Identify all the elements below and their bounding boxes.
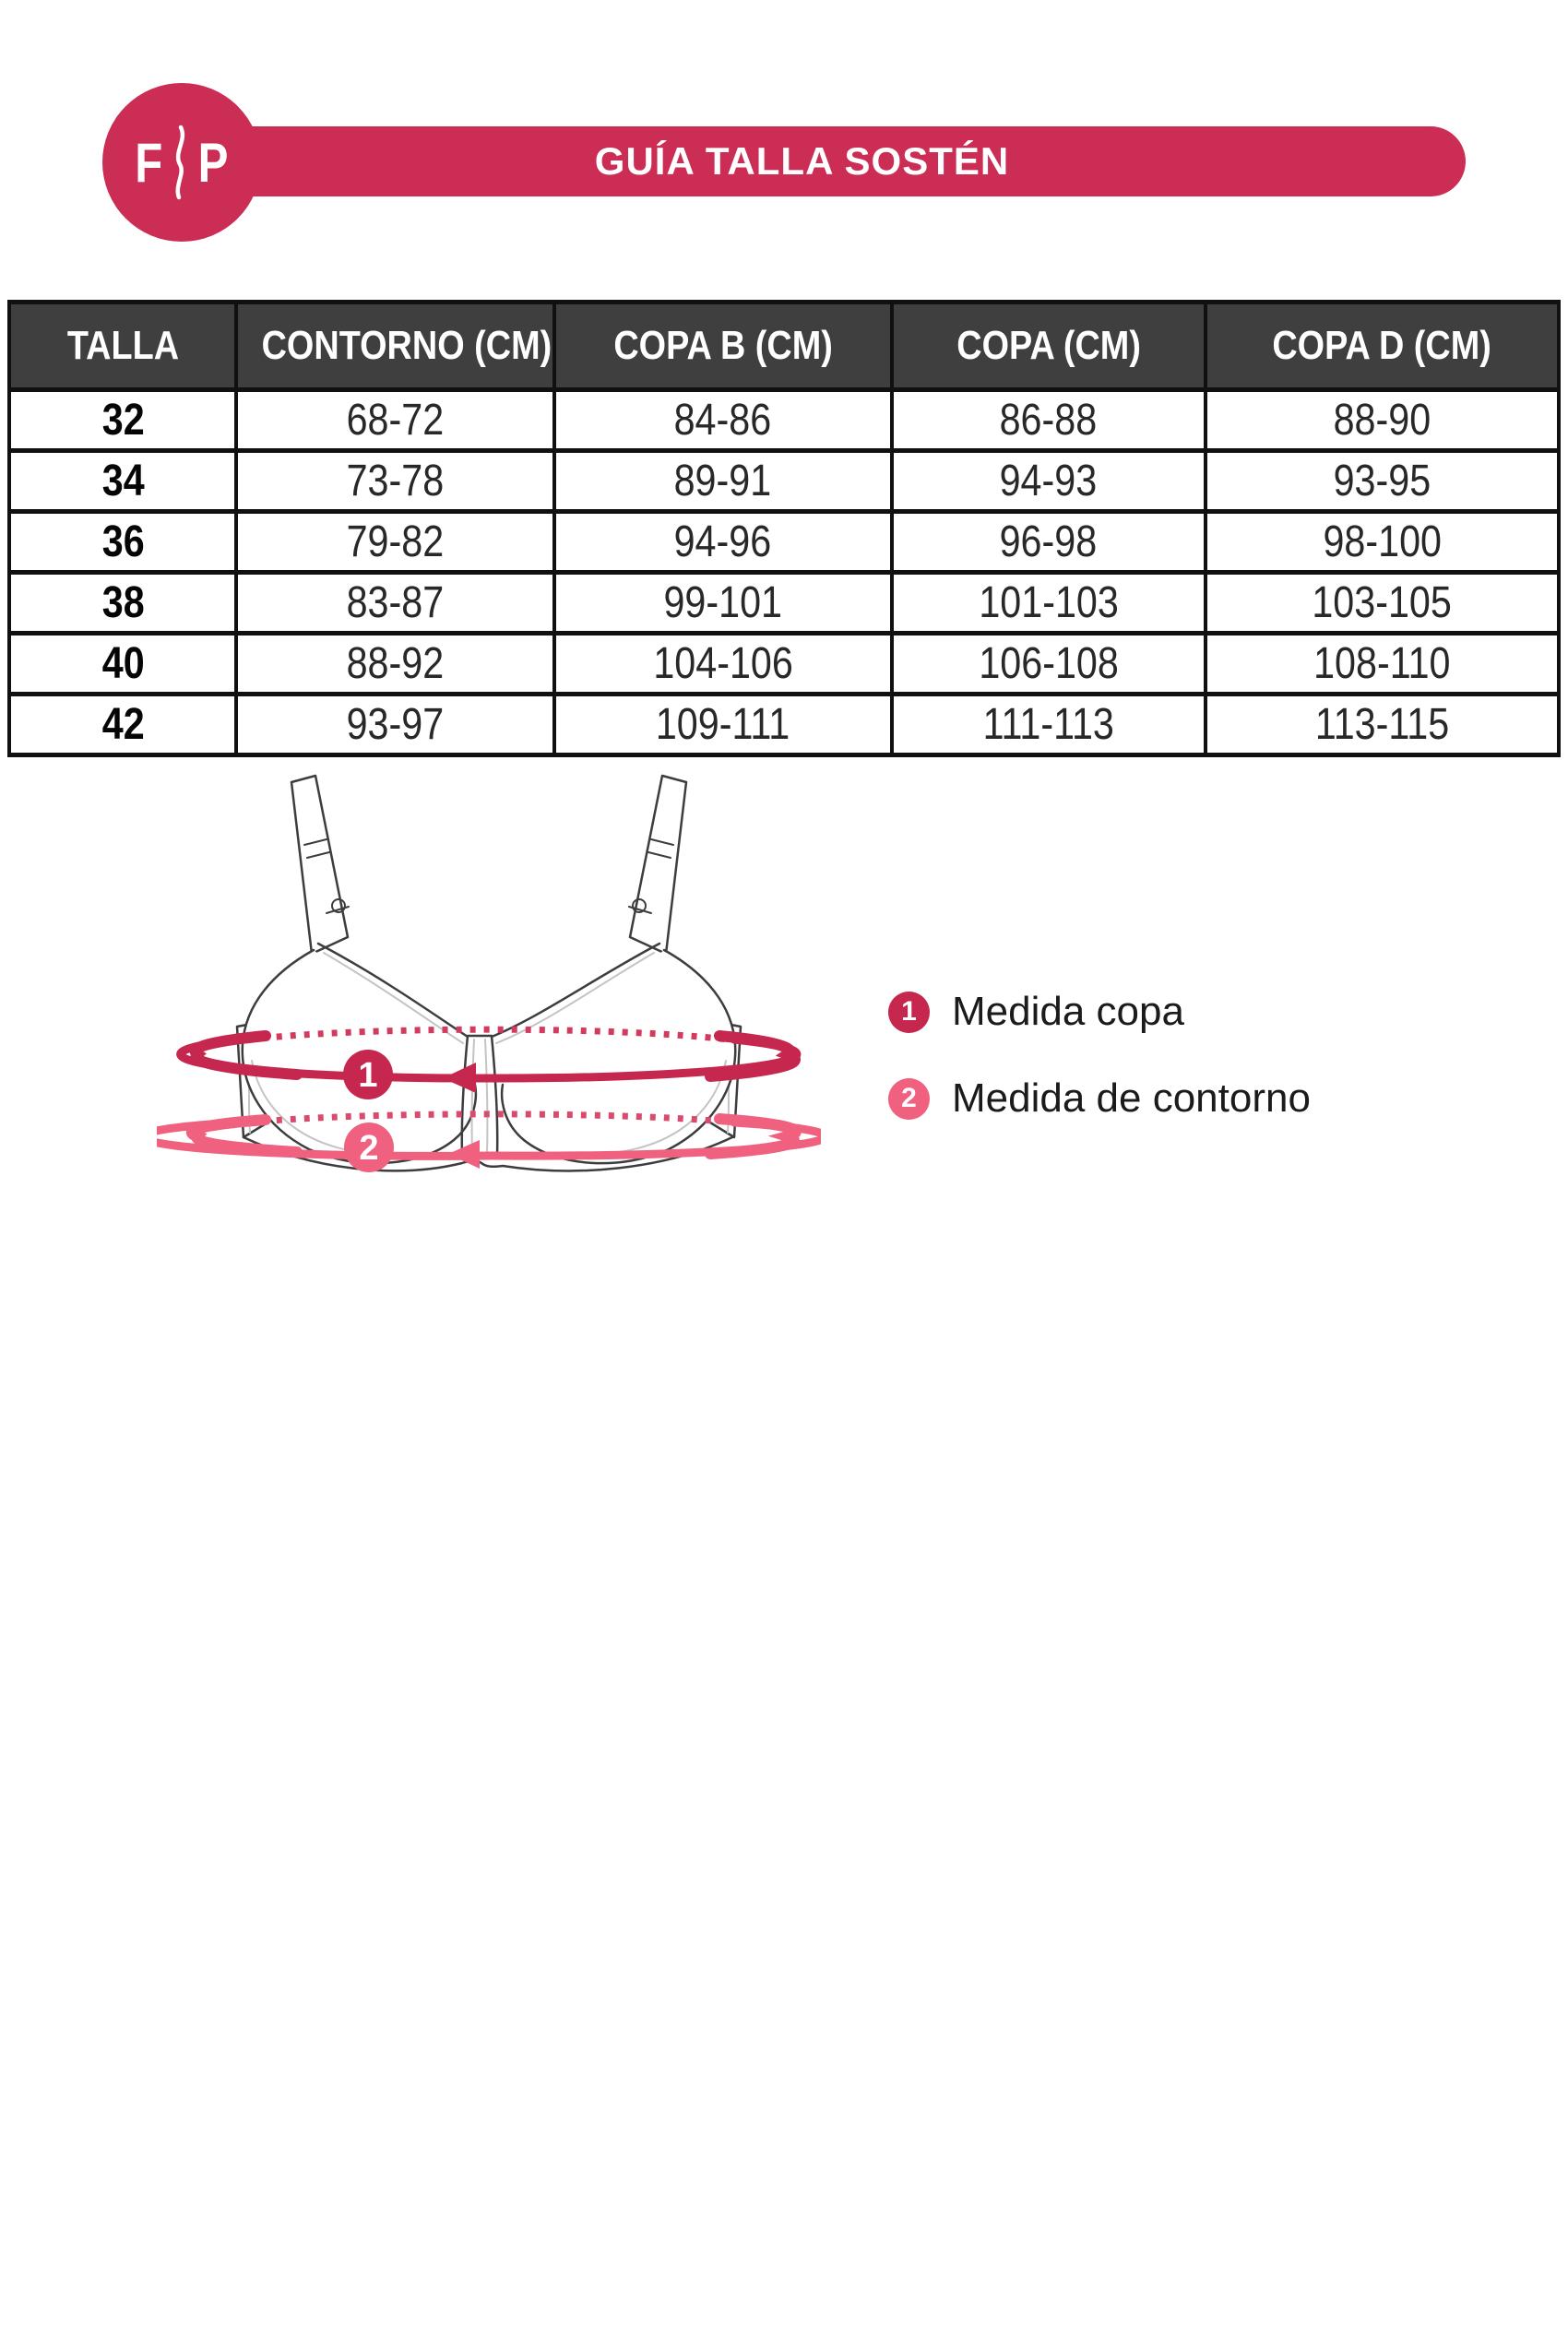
logo-squiggle-icon xyxy=(171,124,189,201)
table-cell-size: 34 xyxy=(9,451,236,512)
table-cell-value: 89-91 xyxy=(554,451,892,512)
table-cell-size: 40 xyxy=(9,634,236,695)
table-row xyxy=(9,512,1559,573)
page-title: GUÍA TALLA SOSTÉN xyxy=(594,139,1010,183)
table-header-cell: CONTORNO (CM) xyxy=(236,303,553,390)
table-cell-value: 79-82 xyxy=(236,512,553,573)
table-row xyxy=(9,695,1559,755)
table-cell-size: 38 xyxy=(9,573,236,634)
brand-logo xyxy=(102,83,261,242)
table-cell-size: 36 xyxy=(9,512,236,573)
legend-item xyxy=(888,989,1311,1035)
table-cell-value: 111-113 xyxy=(892,695,1206,755)
table-cell-value: 101-103 xyxy=(892,573,1206,634)
table-cell-value: 88-90 xyxy=(1206,390,1559,451)
table-cell-value: 73-78 xyxy=(236,451,553,512)
table-cell-value: 83-87 xyxy=(236,573,553,634)
legend xyxy=(888,989,1311,1162)
table-cell-value: 84-86 xyxy=(554,390,892,451)
table-cell-value: 109-111 xyxy=(554,695,892,755)
logo-letter-p: P xyxy=(197,131,229,194)
table-cell-value: 108-110 xyxy=(1206,634,1559,695)
table-cell-value: 86-88 xyxy=(892,390,1206,451)
table-cell-value: 94-93 xyxy=(892,451,1206,512)
table-cell-value: 113-115 xyxy=(1206,695,1559,755)
marker-1-badge xyxy=(343,1050,393,1099)
table-cell-value: 68-72 xyxy=(236,390,553,451)
table-cell-value: 103-105 xyxy=(1206,573,1559,634)
table-header-cell: COPA (CM) xyxy=(892,303,1206,390)
legend-label: Medida de contorno xyxy=(952,1075,1311,1121)
svg-text:1: 1 xyxy=(358,1056,378,1095)
table-cell-size: 42 xyxy=(9,695,236,755)
table-cell-value: 93-97 xyxy=(236,695,553,755)
table-row xyxy=(9,573,1559,634)
table-cell-value: 96-98 xyxy=(892,512,1206,573)
table-cell-value: 94-96 xyxy=(554,512,892,573)
legend-label: Medida copa xyxy=(952,989,1184,1034)
legend-item xyxy=(888,1075,1311,1122)
size-table xyxy=(7,300,1561,757)
table-cell-size: 32 xyxy=(9,390,236,451)
table-cell-value: 104-106 xyxy=(554,634,892,695)
bra-illustration xyxy=(157,756,821,1199)
svg-text:2: 2 xyxy=(359,1129,379,1168)
table-header-cell: COPA B (CM) xyxy=(554,303,892,390)
marker-2-badge xyxy=(344,1123,394,1172)
table-row xyxy=(9,634,1559,695)
table-cell-value: 98-100 xyxy=(1206,512,1559,573)
table-cell-value: 106-108 xyxy=(892,634,1206,695)
table-row xyxy=(9,390,1559,451)
table-cell-value: 93-95 xyxy=(1206,451,1559,512)
logo-letter-f: F xyxy=(134,131,163,194)
legend-marker-2: 2 xyxy=(888,1078,930,1120)
header-bar xyxy=(221,126,1466,196)
table-header-cell: COPA D (CM) xyxy=(1206,303,1559,390)
table-cell-value: 88-92 xyxy=(236,634,553,695)
table-cell-value: 99-101 xyxy=(554,573,892,634)
table-header-row xyxy=(9,303,1559,390)
legend-marker-1: 1 xyxy=(888,992,930,1033)
table-header-cell: TALLA xyxy=(9,303,236,390)
table-row xyxy=(9,451,1559,512)
